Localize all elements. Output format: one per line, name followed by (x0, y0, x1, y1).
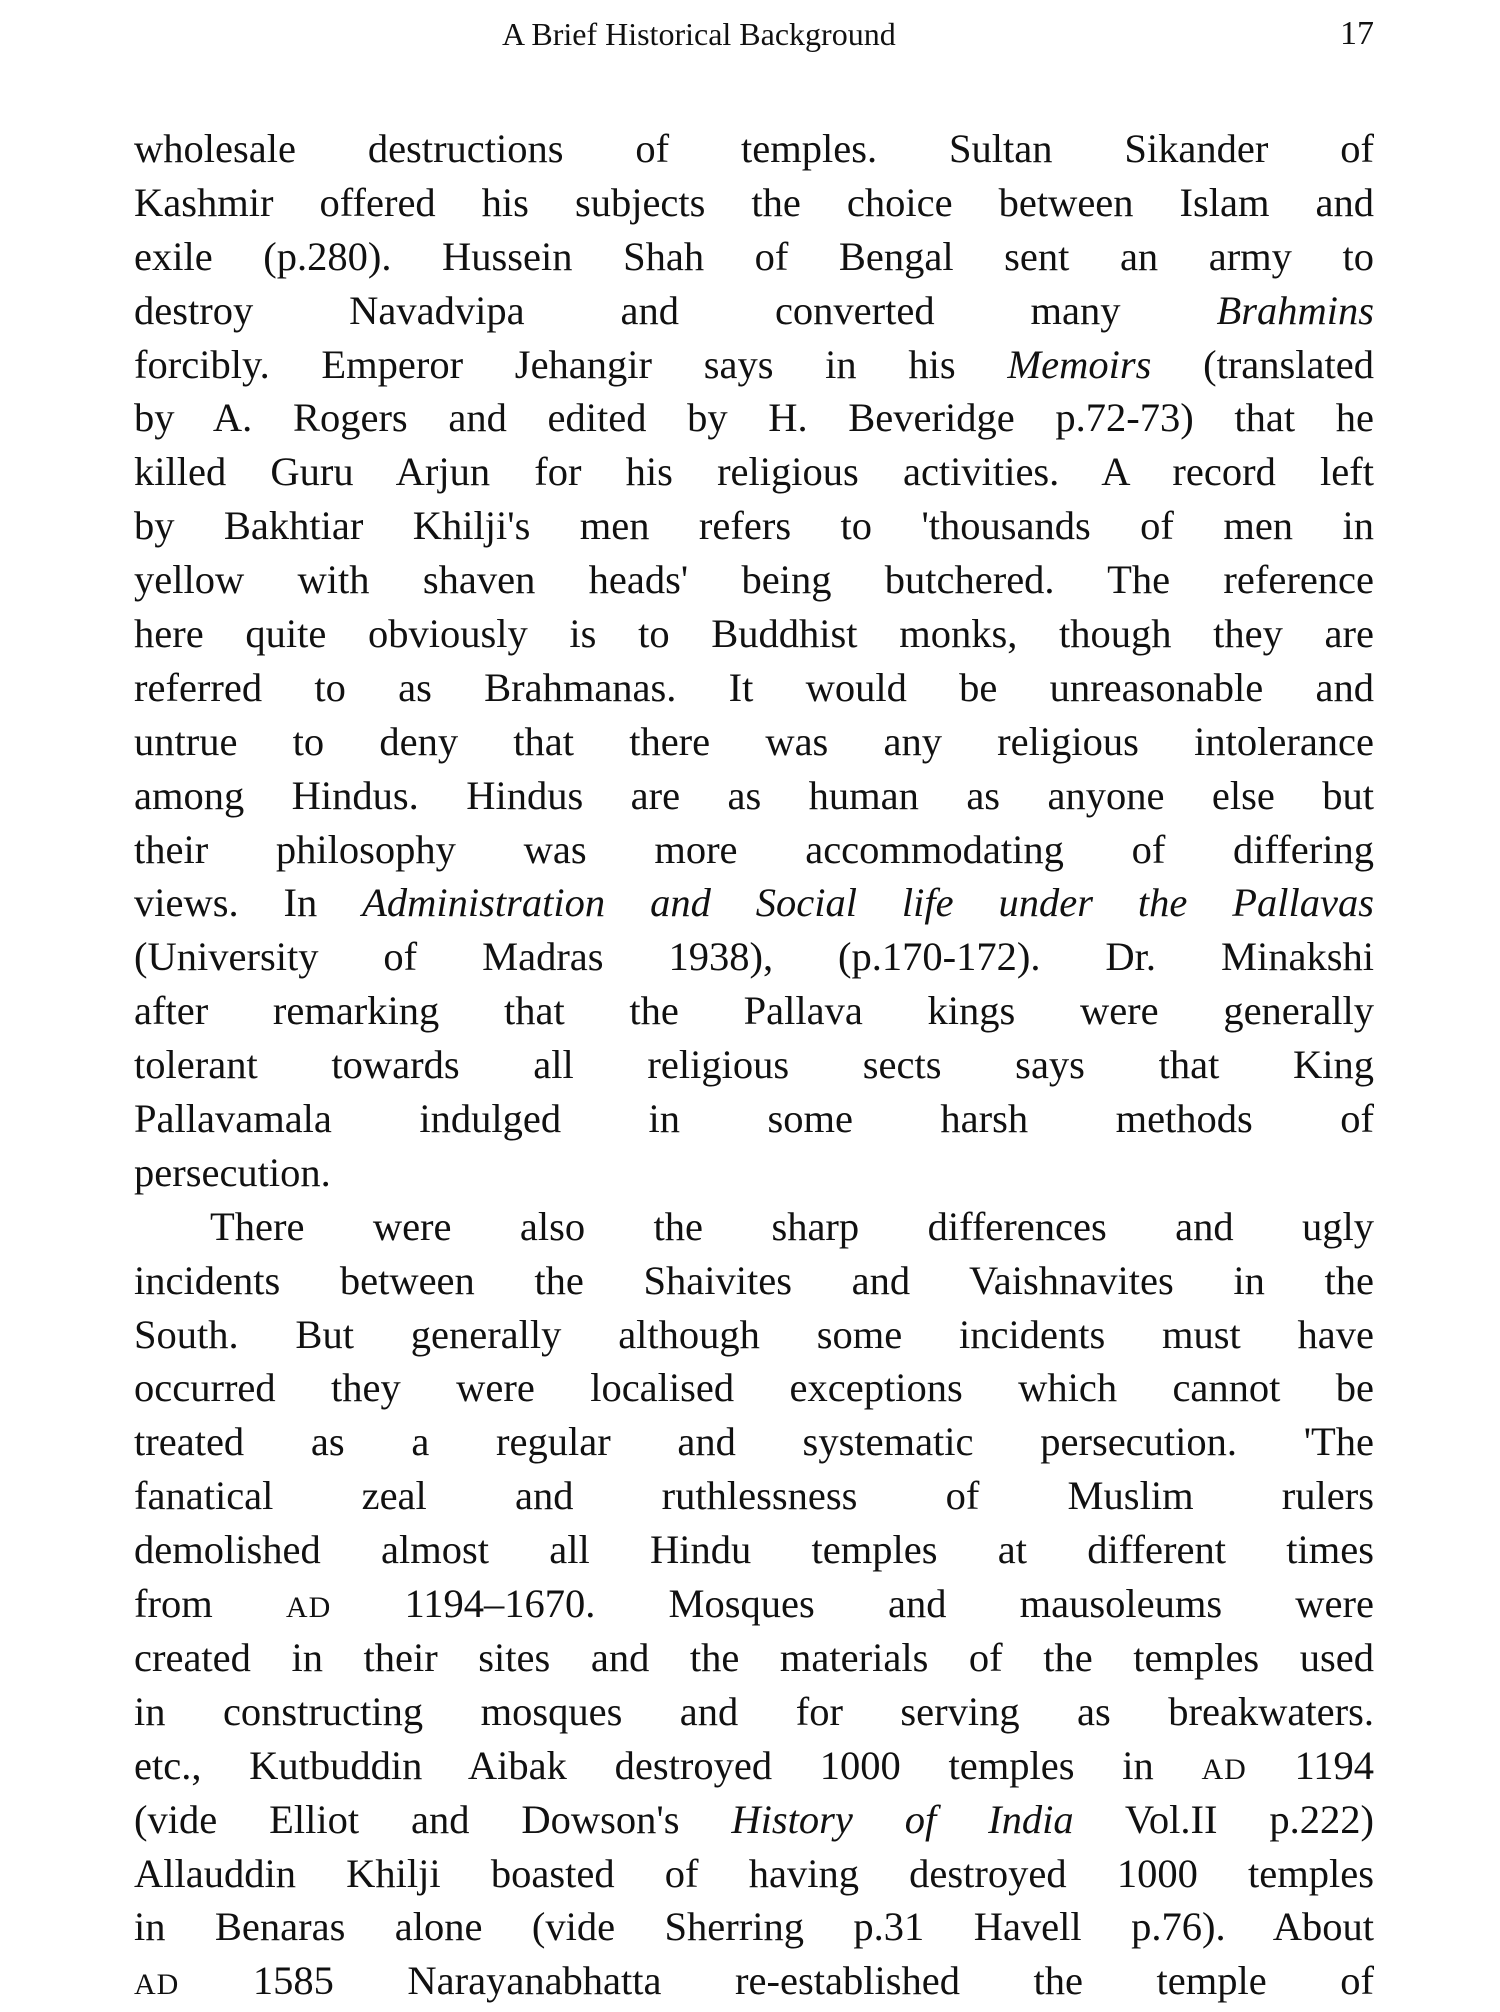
text-line: untrue to deny that there was any religious intolerance (134, 718, 1374, 764)
era-abbreviation: AD (1201, 1752, 1247, 1786)
emphasis: Brahmins (1216, 287, 1374, 333)
era-abbreviation: AD (285, 1591, 332, 1625)
book-title: Administration and Social life under the Pallavas (362, 880, 1374, 926)
text-line: fanatical zeal and ruthlessness of Muslim rulers (134, 1473, 1374, 1519)
text-line: Allauddin Khilji boasted of having destroyed 1000 temples (134, 1850, 1374, 1896)
text-line: their philosophy was more accommodating of differing (134, 826, 1374, 872)
text-line: (University of Madras 1938), (p.170-172). Dr. Minakshi (134, 934, 1374, 980)
text-line: in Benaras alone (vide Sherring p.31 Havell p.76). About (134, 1904, 1374, 1950)
text-line: AD 1585 Narayanabhatta re-established the temple of (134, 1958, 1374, 2004)
running-title: A Brief Historical Background (502, 16, 896, 52)
text-line: treated as a regular and systematic persecution. 'The (134, 1419, 1374, 1465)
era-abbreviation: AD (134, 1968, 180, 2002)
text-line: killed Guru Arjun for his religious activities. A record left (134, 449, 1374, 495)
text-line: forcibly. Emperor Jehangir says in his Memoirs (translated (134, 341, 1375, 387)
text-line: (vide Elliot and Dowson's History of India Vol.II p.222) (134, 1796, 1374, 1842)
page-header (0, 14, 1500, 54)
text-line: destroy Navadvipa and converted many Brahmins (134, 287, 1374, 333)
text-line: There were also the sharp differences and ugly (210, 1203, 1374, 1249)
text-line: after remarking that the Pallava kings were generally (134, 988, 1374, 1034)
page-number: 17 (1340, 15, 1374, 52)
paragraph-2 (134, 1200, 1374, 2008)
text-line: in constructing mosques and for serving as breakwaters. (134, 1688, 1374, 1734)
book-title: Memoirs (1007, 341, 1152, 387)
text-line: persecution. (134, 1149, 331, 1195)
paragraph-1 (134, 122, 1374, 1200)
text-line: wholesale destructions of temples. Sultan Sikander of (134, 126, 1374, 171)
text-line: yellow with shaven heads' being butchered. The reference (134, 557, 1374, 603)
book-title: History of India (731, 1796, 1074, 1842)
text-line: created in their sites and the materials of the temples used (134, 1634, 1374, 1680)
body-text (134, 122, 1374, 2008)
text-line: referred to as Brahmanas. It would be unreasonable and (134, 664, 1374, 710)
text-line: here quite obviously is to Buddhist monks, though they are (134, 611, 1374, 657)
text-line: exile (p.280). Hussein Shah of Bengal sent an army to (134, 233, 1374, 279)
text-line: by A. Rogers and edited by H. Beveridge p.72-73) that he (134, 395, 1374, 441)
text-line: occurred they were localised exceptions which cannot be (134, 1365, 1374, 1411)
text-line: incidents between the Shaivites and Vaishnavites in the (134, 1257, 1374, 1303)
text-line: demolished almost all Hindu temples at different times (134, 1527, 1374, 1573)
text-line: views. In Administration and Social life under the Pallavas (134, 880, 1374, 926)
text-line: tolerant towards all religious sects says that King (134, 1042, 1374, 1088)
text-line: by Bakhtiar Khilji's men refers to 'thousands of men in (134, 503, 1374, 549)
text-line: among Hindus. Hindus are as human as anyone else but (134, 772, 1374, 818)
text-line: Pallavamala indulged in some harsh methods of (134, 1096, 1374, 1142)
text-line: etc., Kutbuddin Aibak destroyed 1000 temples in AD 1194 (134, 1742, 1375, 1788)
text-line: South. But generally although some incidents must have (134, 1311, 1374, 1357)
text-line: Kashmir offered his subjects the choice between Islam and (134, 179, 1374, 225)
text-line: from AD 1194–1670. Mosques and mausoleums were (134, 1581, 1374, 1627)
